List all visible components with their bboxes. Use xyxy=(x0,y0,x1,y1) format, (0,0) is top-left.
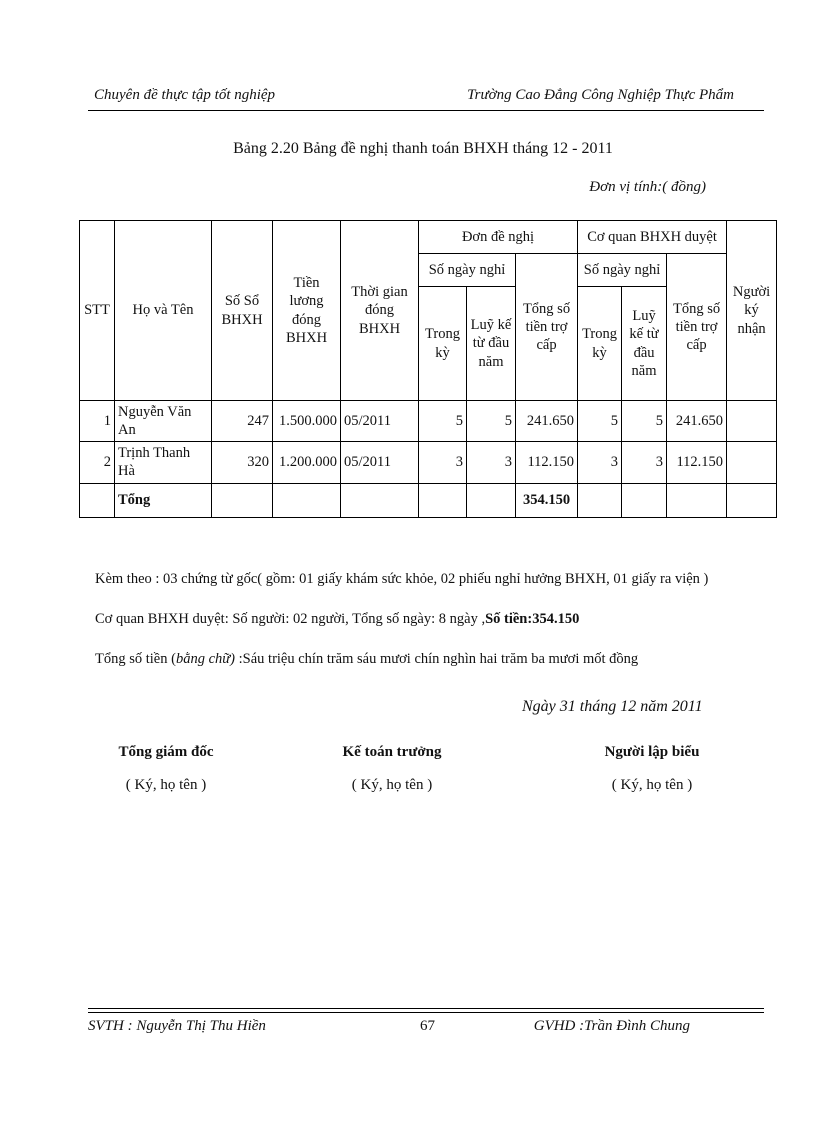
signature-role: Người lập biểu xyxy=(604,744,700,760)
header-row-1 xyxy=(80,221,777,254)
cell-req-total: 241.650 xyxy=(516,401,578,442)
app-cumulative-header: Luỹ kế từ đầu năm xyxy=(622,287,667,401)
cell-app-in-period: 5 xyxy=(578,401,622,442)
app-days-off: Số ngày nghỉ xyxy=(578,254,667,287)
group-approved: Cơ quan BHXH duyệt xyxy=(578,221,727,254)
signature-role: Tổng giám đốc xyxy=(118,744,214,760)
signature-chief-accountant xyxy=(292,744,492,794)
col-salary: Tiền lương đóng BHXH xyxy=(273,221,341,401)
cell-app-cumulative: 5 xyxy=(622,401,667,442)
signature-role: Kế toán trưởng xyxy=(342,744,442,760)
cell-app-total: 241.650 xyxy=(667,401,727,442)
col-receiver: Người ký nhận xyxy=(727,221,777,401)
cell-empty xyxy=(467,483,516,517)
cell-app-in-period: 3 xyxy=(578,442,622,483)
cell-req-in-period: 3 xyxy=(419,442,467,483)
header-school-name: Trường Cao Đẳng Công Nghiệp Thực Phẩm xyxy=(467,87,734,103)
amount-in-words xyxy=(95,651,638,668)
cell-period: 05/2011 xyxy=(341,442,419,483)
approval-note-text: Cơ quan BHXH duyệt: Số người: 02 người, Tổng số ngày: 8 ngày , xyxy=(95,611,486,627)
cell-empty xyxy=(80,483,115,517)
table-row xyxy=(80,442,777,483)
approval-note xyxy=(95,611,579,628)
table-title-text: Bảng 2.20 Bảng đề nghị thanh toán BHXH tháng 12 - 2011 xyxy=(233,140,613,157)
signature-note: ( Ký, họ tên ) xyxy=(351,777,433,793)
req-days-off: Số ngày nghỉ xyxy=(419,254,516,287)
signature-note: ( Ký, họ tên ) xyxy=(125,777,207,793)
cell-name: Trịnh Thanh Hà xyxy=(115,442,212,483)
cell-stt: 2 xyxy=(80,442,115,483)
signature-note: ( Ký, họ tên ) xyxy=(611,777,693,793)
req-in-period-header: Trong kỳ xyxy=(419,287,467,401)
signature-preparer xyxy=(552,744,752,794)
cell-empty xyxy=(578,483,622,517)
page-footer xyxy=(88,1018,764,1042)
col-period: Thời gian đóng BHXH xyxy=(341,221,419,401)
cell-receiver xyxy=(727,401,777,442)
total-row xyxy=(80,483,777,517)
app-total-header: Tổng số tiền trợ cấp xyxy=(667,254,727,401)
req-cumulative-header: Luỹ kế từ đầu năm xyxy=(467,287,516,401)
cell-req-total: 112.150 xyxy=(516,442,578,483)
req-total-header: Tổng số tiền trợ cấp xyxy=(516,254,578,401)
total-label: Tổng xyxy=(115,483,212,517)
group-request: Đơn đề nghị xyxy=(419,221,578,254)
app-in-period-header: Trong kỳ xyxy=(578,287,622,401)
cell-empty xyxy=(212,483,273,517)
cell-req-in-period: 5 xyxy=(419,401,467,442)
col-book: Số Sổ BHXH xyxy=(212,221,273,401)
cell-app-total: 112.150 xyxy=(667,442,727,483)
cell-stt: 1 xyxy=(80,401,115,442)
approval-amount: Số tiền:354.150 xyxy=(485,611,580,627)
header-rule xyxy=(88,110,764,111)
cell-empty xyxy=(622,483,667,517)
signing-date: Ngày 31 tháng 12 năm 2011 xyxy=(522,698,703,715)
footer-rule-bottom xyxy=(88,1012,764,1013)
col-name: Họ và Tên xyxy=(115,221,212,401)
amount-words-italic: bằng chữ) xyxy=(175,651,236,667)
cell-empty xyxy=(727,483,777,517)
footer-supervisor: GVHD :Trần Đình Chung xyxy=(533,1018,690,1034)
cell-salary: 1.500.000 xyxy=(273,401,341,442)
cell-book: 247 xyxy=(212,401,273,442)
cell-book: 320 xyxy=(212,442,273,483)
cell-req-cumulative: 5 xyxy=(467,401,516,442)
amount-words-text: :Sáu triệu chín trăm sáu mươi chín nghìn hai trăm ba mươi mốt đồng xyxy=(235,651,639,667)
cell-name: Nguyễn Văn An xyxy=(115,401,212,442)
cell-empty xyxy=(341,483,419,517)
footer-student: SVTH : Nguyễn Thị Thu Hiền xyxy=(88,1018,266,1034)
page-number: 67 xyxy=(420,1018,435,1034)
unit-label: Đơn vị tính:( đồng) xyxy=(589,179,706,195)
cell-empty xyxy=(419,483,467,517)
cell-salary: 1.200.000 xyxy=(273,442,341,483)
page-header xyxy=(88,84,764,110)
signature-director xyxy=(66,744,266,794)
cell-receiver xyxy=(727,442,777,483)
table-row xyxy=(80,401,777,442)
cell-req-cumulative: 3 xyxy=(467,442,516,483)
table-title xyxy=(0,140,816,158)
cell-app-cumulative: 3 xyxy=(622,442,667,483)
col-stt: STT xyxy=(80,221,115,401)
total-req-amount: 354.150 xyxy=(516,483,578,517)
cell-period: 05/2011 xyxy=(341,401,419,442)
footer-rule-top xyxy=(88,1008,764,1009)
cell-empty xyxy=(667,483,727,517)
attachment-note: Kèm theo : 03 chứng từ gốc( gồm: 01 giấy khám sức khỏe, 02 phiếu nghỉ hưởng BHXH, 01 giấy ra viện ) xyxy=(95,571,709,587)
cell-empty xyxy=(273,483,341,517)
bhxh-payment-table xyxy=(79,220,777,518)
amount-words-prefix: Tổng số tiền ( xyxy=(95,651,176,667)
header-report-title: Chuyên đề thực tập tốt nghiệp xyxy=(94,87,276,103)
